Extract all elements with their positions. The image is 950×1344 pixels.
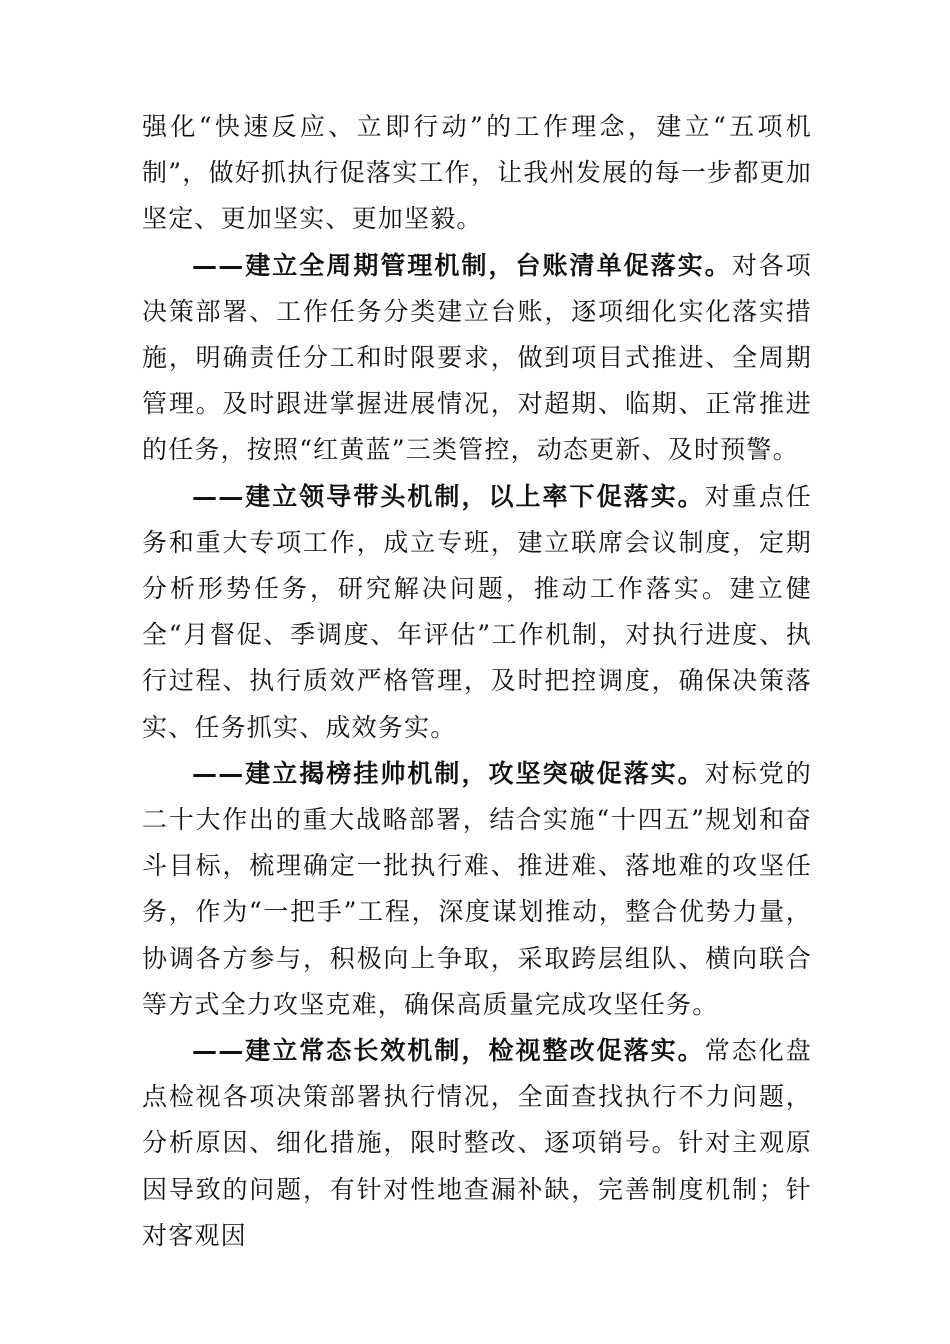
paragraph-body: 对各项决策部署、工作任务分类建立台账，逐项细化实化落实措施，明确责任分工和时限要求，做到项目式推进、全周期管理。及时跟进掌握进展情况，对超期、临期、正常推进的任务，按照“红黄蓝”三类管控，动态更新、及时预警。	[142, 250, 812, 465]
paragraph-leadership-mechanism	[142, 474, 812, 751]
document-body	[142, 104, 812, 1259]
paragraph-heading: ——建立揭榜挂帅机制，攻坚突破促落实。	[192, 758, 705, 788]
paragraph-long-term-mechanism	[142, 1028, 812, 1259]
paragraph-heading: ——建立领导带头机制，以上率下促落实。	[192, 481, 705, 511]
paragraph-body: 对标党的二十大作出的重大战略部署，结合实施“十四五”规划和奋斗目标，梳理确定一批执行难、推进难、落地难的攻坚任务，作为“一把手”工程，深度谋划推动，整合优势力量，协调各方参与，积极向上争取，采取跨层组队、横向联合等方式全力攻坚克难，确保高质量完成攻坚任务。	[142, 758, 812, 1019]
paragraph-body: 常态化盘点检视各项决策部署执行情况，全面查找执行不力问题，分析原因、细化措施，限时整改、逐项销号。针对主观原因导致的问题，有针对性地查漏补缺，完善制度机制；针对客观因	[142, 1036, 812, 1250]
paragraph-open-competition-mechanism	[142, 751, 812, 1028]
paragraph-intro	[142, 104, 812, 243]
paragraph-heading: ——建立全周期管理机制，台账清单促落实。	[192, 250, 732, 280]
paragraph-body: 对重点任务和重大专项工作，成立专班，建立联席会议制度，定期分析形势任务，研究解决问题，推动工作落实。建立健全“月督促、季调度、年评估”工作机制，对执行进度、执行过程、执行质效严格管理，及时把控调度，确保决策落实、任务抓实、成效务实。	[142, 481, 812, 742]
paragraph-body: 强化“快速反应、立即行动”的工作理念，建立“五项机制”，做好抓执行促落实工作，让我州发展的每一步都更加坚定、更加坚实、更加坚毅。	[142, 112, 812, 234]
paragraph-full-cycle-mechanism	[142, 243, 812, 474]
paragraph-heading: ——建立常态长效机制，检视整改促落实。	[192, 1036, 705, 1066]
